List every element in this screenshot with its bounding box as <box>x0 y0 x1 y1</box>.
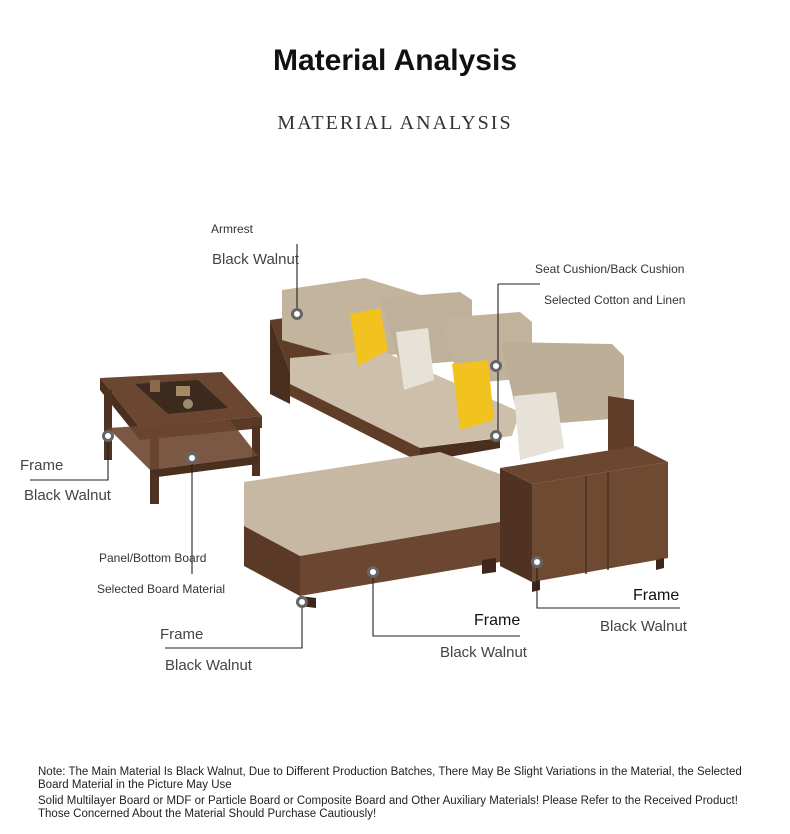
base-frame-label: Frame <box>474 612 521 629</box>
table-frame-label: Frame <box>20 457 64 474</box>
side-frame-label: Frame <box>633 587 680 604</box>
table-frame-material: Black Walnut <box>24 487 111 504</box>
page-title: Material Analysis <box>273 44 517 77</box>
panel-material: Selected Board Material <box>97 582 226 596</box>
ottoman-frame-material: Black Walnut <box>165 657 252 674</box>
base-frame-material: Black Walnut <box>440 644 527 661</box>
page-subtitle: MATERIAL ANALYSIS <box>277 112 513 134</box>
side-cabinet <box>500 446 668 592</box>
coffee-table <box>100 372 262 504</box>
note-line-2: Solid Multilayer Board or MDF or Particle Board or Composite Board and Other Auxiliary Materials! Please Refer to the Received Product! Those Concerned About the Material Should Purchase Cautiously! <box>38 795 738 820</box>
side-frame-material: Black Walnut <box>600 618 687 635</box>
armrest-label: Armrest <box>211 222 253 236</box>
chaise-ottoman <box>244 452 500 608</box>
ottoman-frame-label: Frame <box>160 626 204 643</box>
note-line-1: Note: The Main Material Is Black Walnut, Due to Different Production Batches, There May Be Slight Variations in the Material, the Selected Board Material in the Picture May Use <box>38 766 742 791</box>
cushion-material: Selected Cotton and Linen <box>544 293 686 307</box>
cushion-label: Seat Cushion/Back Cushion <box>535 262 685 276</box>
panel-label: Panel/Bottom Board <box>99 551 207 565</box>
armrest-material: Black Walnut <box>212 251 299 268</box>
